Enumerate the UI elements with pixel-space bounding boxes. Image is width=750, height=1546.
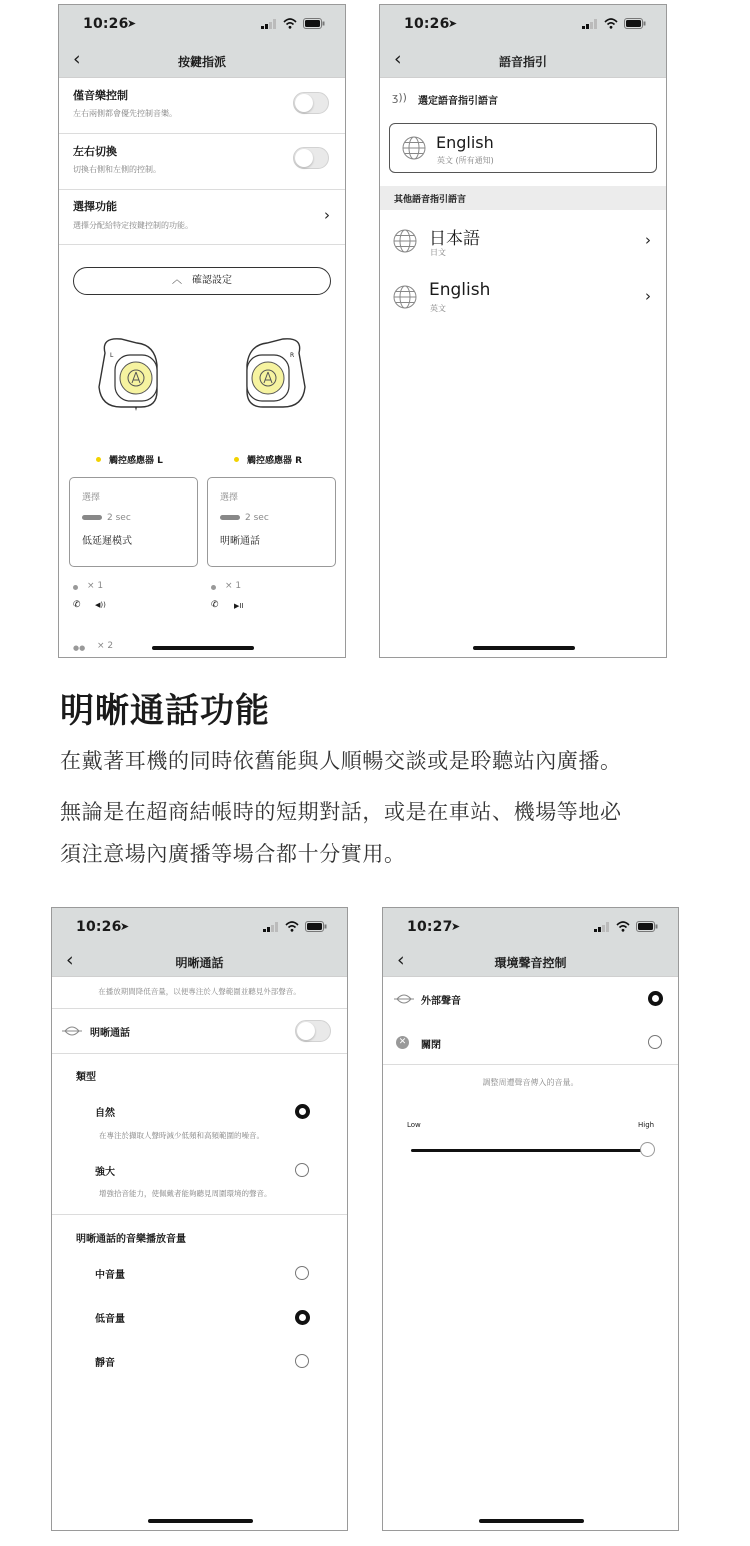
left-tap-once: × 1	[87, 581, 104, 591]
external-sound-icon	[393, 993, 415, 1005]
selected-language-card[interactable]	[389, 123, 657, 173]
hold-pill-icon	[82, 515, 102, 520]
clear-talk-toggle[interactable]	[295, 1020, 331, 1042]
status-time: 10:27	[407, 919, 453, 935]
swap-lr-toggle[interactable]	[293, 147, 329, 169]
slider-high-label: High	[638, 1121, 655, 1129]
phone-icon: ✆	[73, 600, 81, 610]
off-label: 關閉	[421, 1040, 441, 1051]
volume-header: 明晰通話的音樂播放音量	[76, 1234, 186, 1245]
swap-lr-desc: 切換右側和左側的控制。	[73, 165, 161, 174]
language-sub: 日文	[430, 248, 446, 257]
select-function-row[interactable]	[59, 190, 345, 244]
play-pause-icon: ▶II	[234, 602, 244, 610]
chevron-right-icon: ›	[645, 231, 651, 249]
right-select-label: 選擇	[220, 493, 239, 503]
page-title: 語音指引	[498, 55, 547, 69]
battery-icon	[624, 18, 646, 29]
double-tap-dots-icon: ●●	[73, 644, 86, 652]
back-chevron-icon[interactable]: ‹	[394, 48, 402, 70]
hold-pill-icon	[220, 515, 240, 520]
nav-bar	[380, 45, 666, 78]
phone-ambient-control	[382, 907, 679, 1531]
phone-icon: ✆	[211, 600, 219, 610]
off-row[interactable]	[383, 1024, 678, 1064]
status-bar	[383, 908, 678, 948]
ambient-slider-track[interactable]	[411, 1149, 647, 1152]
wifi-icon	[616, 921, 630, 932]
select-function-desc: 選擇分配給特定按鍵控制的功能。	[73, 221, 193, 230]
music-only-desc: 左右兩側都會優先控制音樂。	[73, 109, 177, 118]
natural-desc: 在專注於擷取人聲時減少低頻和高頻範圍的噪音。	[99, 1131, 264, 1140]
home-indicator	[152, 646, 254, 650]
signal-icon	[261, 19, 277, 29]
volume-low-label: 低音量	[95, 1314, 125, 1325]
sensor-dot-right	[234, 457, 239, 462]
left-tap-twice: × 2	[97, 641, 114, 651]
right-mode: 明晰通話	[220, 536, 260, 547]
ambient-slider-thumb[interactable]	[640, 1142, 655, 1157]
tap-dot-icon	[211, 585, 216, 590]
nav-bar	[52, 948, 347, 977]
music-only-toggle[interactable]	[293, 92, 329, 114]
nav-bar	[383, 948, 678, 977]
clear-talk-info: 在播放期間降低音量，以便專注於人聲範圍並聽見外部聲音。	[98, 987, 301, 996]
left-duration: 2 sec	[82, 513, 131, 523]
globe-icon	[402, 136, 426, 160]
back-chevron-icon[interactable]: ‹	[66, 949, 74, 971]
strong-desc: 增強拾音能力，使佩戴者能夠聽見周圍環境的聲音。	[99, 1189, 272, 1198]
natural-radio[interactable]	[295, 1104, 310, 1119]
status-time: 10:26	[404, 16, 450, 32]
divider	[59, 133, 345, 134]
home-indicator	[148, 1519, 253, 1523]
wifi-icon	[285, 921, 299, 932]
divider	[52, 1008, 347, 1009]
right-duration: 2 sec	[220, 513, 269, 523]
right-sensor-card[interactable]	[207, 477, 336, 567]
volume-icon: ◀))	[95, 601, 106, 609]
volume-mute-radio[interactable]	[295, 1354, 309, 1368]
language-name: 日本語	[429, 229, 480, 249]
external-sound-label: 外部聲音	[421, 996, 461, 1007]
volume-medium-radio[interactable]	[295, 1266, 309, 1280]
selected-language-label: 選定語音指引語言	[418, 96, 498, 107]
confirm-settings-label: 確認設定	[192, 275, 232, 286]
section-heading: 明晰通話功能	[60, 691, 270, 731]
sensor-left-label: 觸控感應器 L	[109, 456, 163, 466]
signal-icon	[263, 922, 279, 932]
confirm-settings-button[interactable]	[73, 267, 331, 295]
chevron-right-icon: ›	[324, 206, 330, 224]
right-tap-once: × 1	[225, 581, 242, 591]
battery-icon	[636, 921, 658, 932]
globe-icon	[393, 229, 417, 253]
strong-label: 強大	[95, 1167, 115, 1178]
status-bar	[59, 5, 345, 45]
natural-label: 自然	[95, 1108, 115, 1119]
earbud-right-letter: R	[290, 352, 295, 359]
language-item-english[interactable]	[380, 268, 666, 322]
earbud-left-icon[interactable]	[91, 335, 167, 415]
swap-lr-label: 左右切換	[73, 145, 117, 158]
location-arrow-icon: ➤	[127, 17, 137, 30]
back-chevron-icon[interactable]: ‹	[73, 48, 81, 70]
signal-icon	[582, 19, 598, 29]
tap-dot-icon	[73, 585, 78, 590]
off-radio[interactable]	[648, 1035, 662, 1049]
left-mode: 低延遲模式	[82, 536, 132, 547]
phone-clear-talk	[51, 907, 348, 1531]
location-arrow-icon: ➤	[451, 920, 461, 933]
left-sensor-card[interactable]	[69, 477, 198, 567]
divider	[59, 244, 345, 245]
home-indicator	[473, 646, 575, 650]
chevron-right-icon: ›	[645, 287, 651, 305]
signal-icon	[594, 922, 610, 932]
sensor-dot-left	[96, 457, 101, 462]
type-header: 類型	[76, 1072, 96, 1083]
location-arrow-icon: ➤	[120, 920, 130, 933]
other-languages-label: 其他語音指引語言	[394, 195, 467, 205]
globe-icon	[393, 285, 417, 309]
select-function-label: 選擇功能	[73, 200, 117, 213]
back-chevron-icon[interactable]: ‹	[397, 949, 405, 971]
sensor-right-label: 觸控感應器 R	[247, 456, 303, 466]
wifi-icon	[283, 18, 297, 29]
language-sub: 英文	[430, 304, 446, 313]
volume-low-radio[interactable]	[295, 1310, 310, 1325]
battery-icon	[305, 921, 327, 932]
volume-medium-label: 中音量	[95, 1270, 125, 1281]
slider-low-label: Low	[407, 1121, 421, 1129]
status-bar	[52, 908, 347, 948]
left-select-label: 選擇	[82, 493, 101, 503]
paragraph-1: 在戴著耳機的同時依舊能與人順暢交談或是聆聽站內廣播。	[60, 749, 622, 773]
divider	[52, 1053, 347, 1054]
home-indicator	[479, 1519, 584, 1523]
off-x-icon: ✕	[396, 1036, 409, 1049]
clear-talk-icon	[61, 1025, 83, 1037]
status-time: 10:26	[83, 16, 129, 32]
external-sound-row[interactable]	[383, 980, 678, 1020]
page-title: 按鍵指派	[177, 55, 226, 69]
status-time: 10:26	[76, 919, 122, 935]
earbud-right-icon[interactable]	[237, 335, 313, 415]
paragraph-2-line-1: 無論是在超商結帳時的短期對話，或是在車站、機場等地必	[60, 800, 622, 824]
page-title: 明晰通話	[175, 956, 224, 970]
location-arrow-icon: ➤	[448, 17, 458, 30]
nav-bar	[59, 45, 345, 78]
phone-key-assignment	[58, 4, 346, 658]
language-name: English	[429, 280, 491, 300]
divider	[52, 1214, 347, 1215]
selected-language-name: English	[436, 133, 494, 152]
divider	[383, 1064, 678, 1065]
battery-icon	[303, 18, 325, 29]
wifi-icon	[604, 18, 618, 29]
language-item-japanese[interactable]	[380, 212, 666, 266]
earbud-left-letter: L	[110, 352, 114, 359]
voice-icon: ʒ))	[392, 91, 407, 104]
music-only-label: 僅音樂控制	[73, 89, 128, 102]
selected-language-sub: 英文 (所有通知)	[437, 156, 494, 165]
external-sound-radio[interactable]	[648, 991, 663, 1006]
status-bar	[380, 5, 666, 45]
phone-voice-guidance	[379, 4, 667, 658]
other-languages-header	[380, 186, 666, 210]
page-title: 環境聲音控制	[494, 956, 567, 970]
chevron-up-icon: ︿	[172, 275, 182, 286]
paragraph-2-line-2: 須注意場內廣播等場合都十分實用。	[60, 842, 406, 866]
strong-radio[interactable]	[295, 1163, 309, 1177]
clear-talk-label: 明晰通話	[90, 1028, 130, 1039]
volume-mute-label: 靜音	[95, 1358, 115, 1369]
ambient-desc: 調整周遭聲音傳入的音量。	[482, 1078, 579, 1087]
